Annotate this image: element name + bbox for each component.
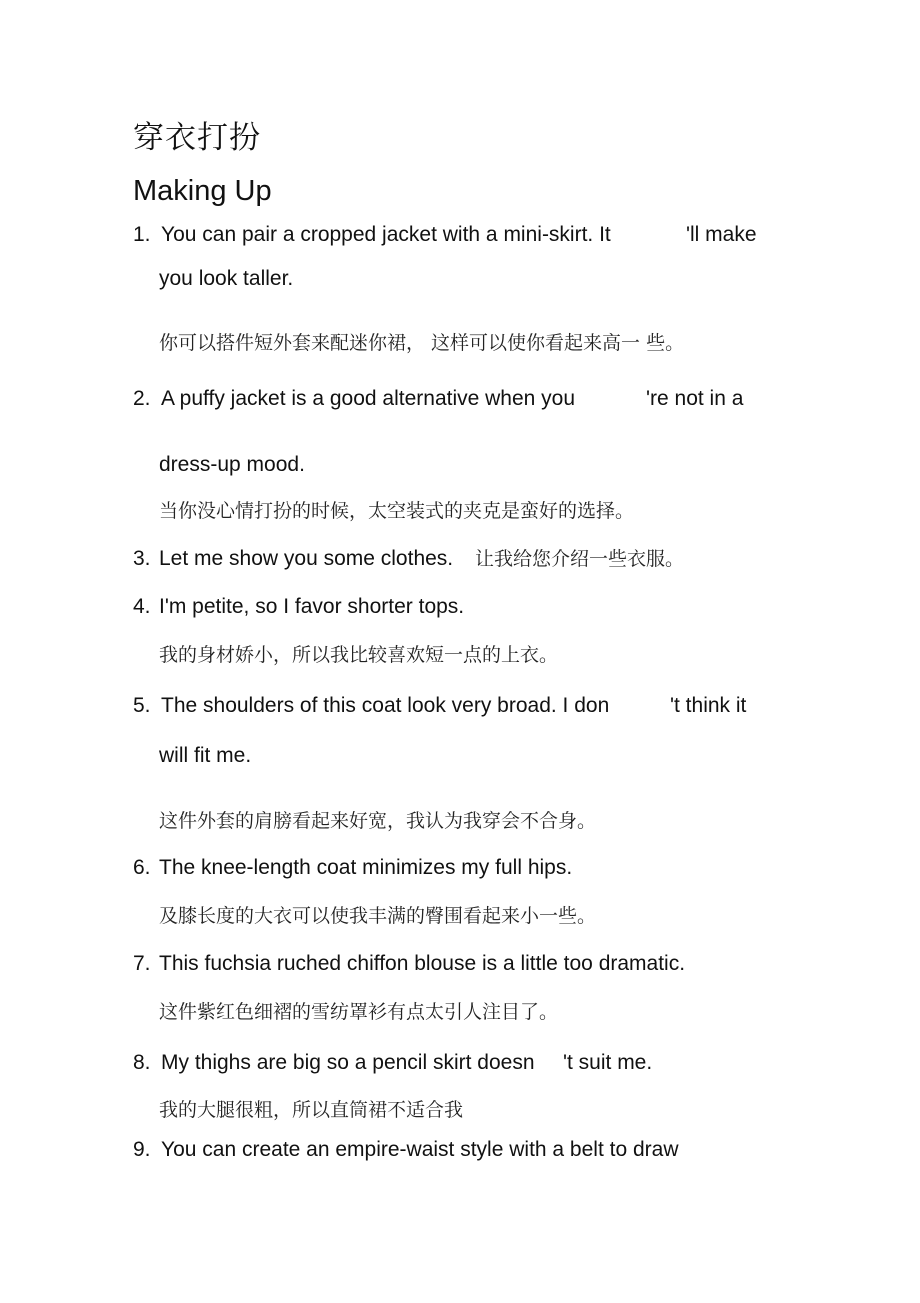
- item-chinese-translation: 我的身材娇小，所以我比较喜欢短一点的上衣。: [159, 644, 559, 666]
- item-chinese-translation: 当你没心情打扮的时候，太空装式的夹克是蛮好的选择。: [159, 500, 635, 522]
- item-english-line-2: you look taller.: [159, 267, 294, 290]
- item-english-line: I'm petite, so I favor shorter tops.: [159, 595, 465, 618]
- item-number: 2.: [133, 387, 151, 410]
- item-number: 8.: [133, 1051, 151, 1074]
- item-chinese-translation: 你可以搭件短外套来配迷你裙， 这样可以使你看起来高一 些。: [159, 332, 685, 354]
- item-number: 4.: [133, 595, 151, 618]
- item-english-fragment: 're not in a: [646, 387, 744, 410]
- item-english-line: The shoulders of this coat look very broad. I don: [161, 694, 610, 717]
- item-english-line: The knee-length coat minimizes my full hips.: [159, 856, 573, 879]
- item-number: 3.: [133, 547, 151, 570]
- item-chinese-inline: 让我给您介绍一些衣服。: [475, 548, 685, 570]
- item-english-fragment: 't think it: [670, 694, 747, 717]
- english-title: Making Up: [133, 175, 272, 207]
- item-english-fragment: 't suit me.: [563, 1051, 653, 1074]
- chinese-title: 穿衣打扮: [133, 120, 261, 156]
- item-chinese-translation: 这件紫红色细褶的雪纺罩衫有点太引人注目了。: [159, 1001, 559, 1023]
- item-english-fragment: 'll make: [686, 223, 757, 246]
- item-english-line: This fuchsia ruched chiffon blouse is a little too dramatic.: [159, 952, 686, 975]
- item-chinese-translation: 我的大腿很粗，所以直筒裙不适合我: [159, 1099, 464, 1121]
- item-number: 6.: [133, 856, 151, 879]
- item-english-line-2: will fit me.: [159, 744, 252, 767]
- item-english-line-2: dress-up mood.: [159, 453, 305, 476]
- item-english-line: A puffy jacket is a good alternative when you: [161, 387, 576, 410]
- item-chinese-translation: 这件外套的肩膀看起来好宽，我认为我穿会不合身。: [159, 810, 597, 832]
- item-english-line: You can create an empire-waist style with a belt to draw: [161, 1138, 679, 1161]
- item-english-line: My thighs are big so a pencil skirt doesn: [161, 1051, 535, 1074]
- item-number: 7.: [133, 952, 151, 975]
- item-english-line: You can pair a cropped jacket with a mini-skirt. It: [161, 223, 611, 246]
- item-english-line: Let me show you some clothes.: [159, 547, 454, 570]
- item-number: 1.: [133, 223, 151, 246]
- item-number: 9.: [133, 1138, 151, 1161]
- item-chinese-translation: 及膝长度的大衣可以使我丰满的臀围看起来小一些。: [159, 905, 597, 927]
- item-number: 5.: [133, 694, 151, 717]
